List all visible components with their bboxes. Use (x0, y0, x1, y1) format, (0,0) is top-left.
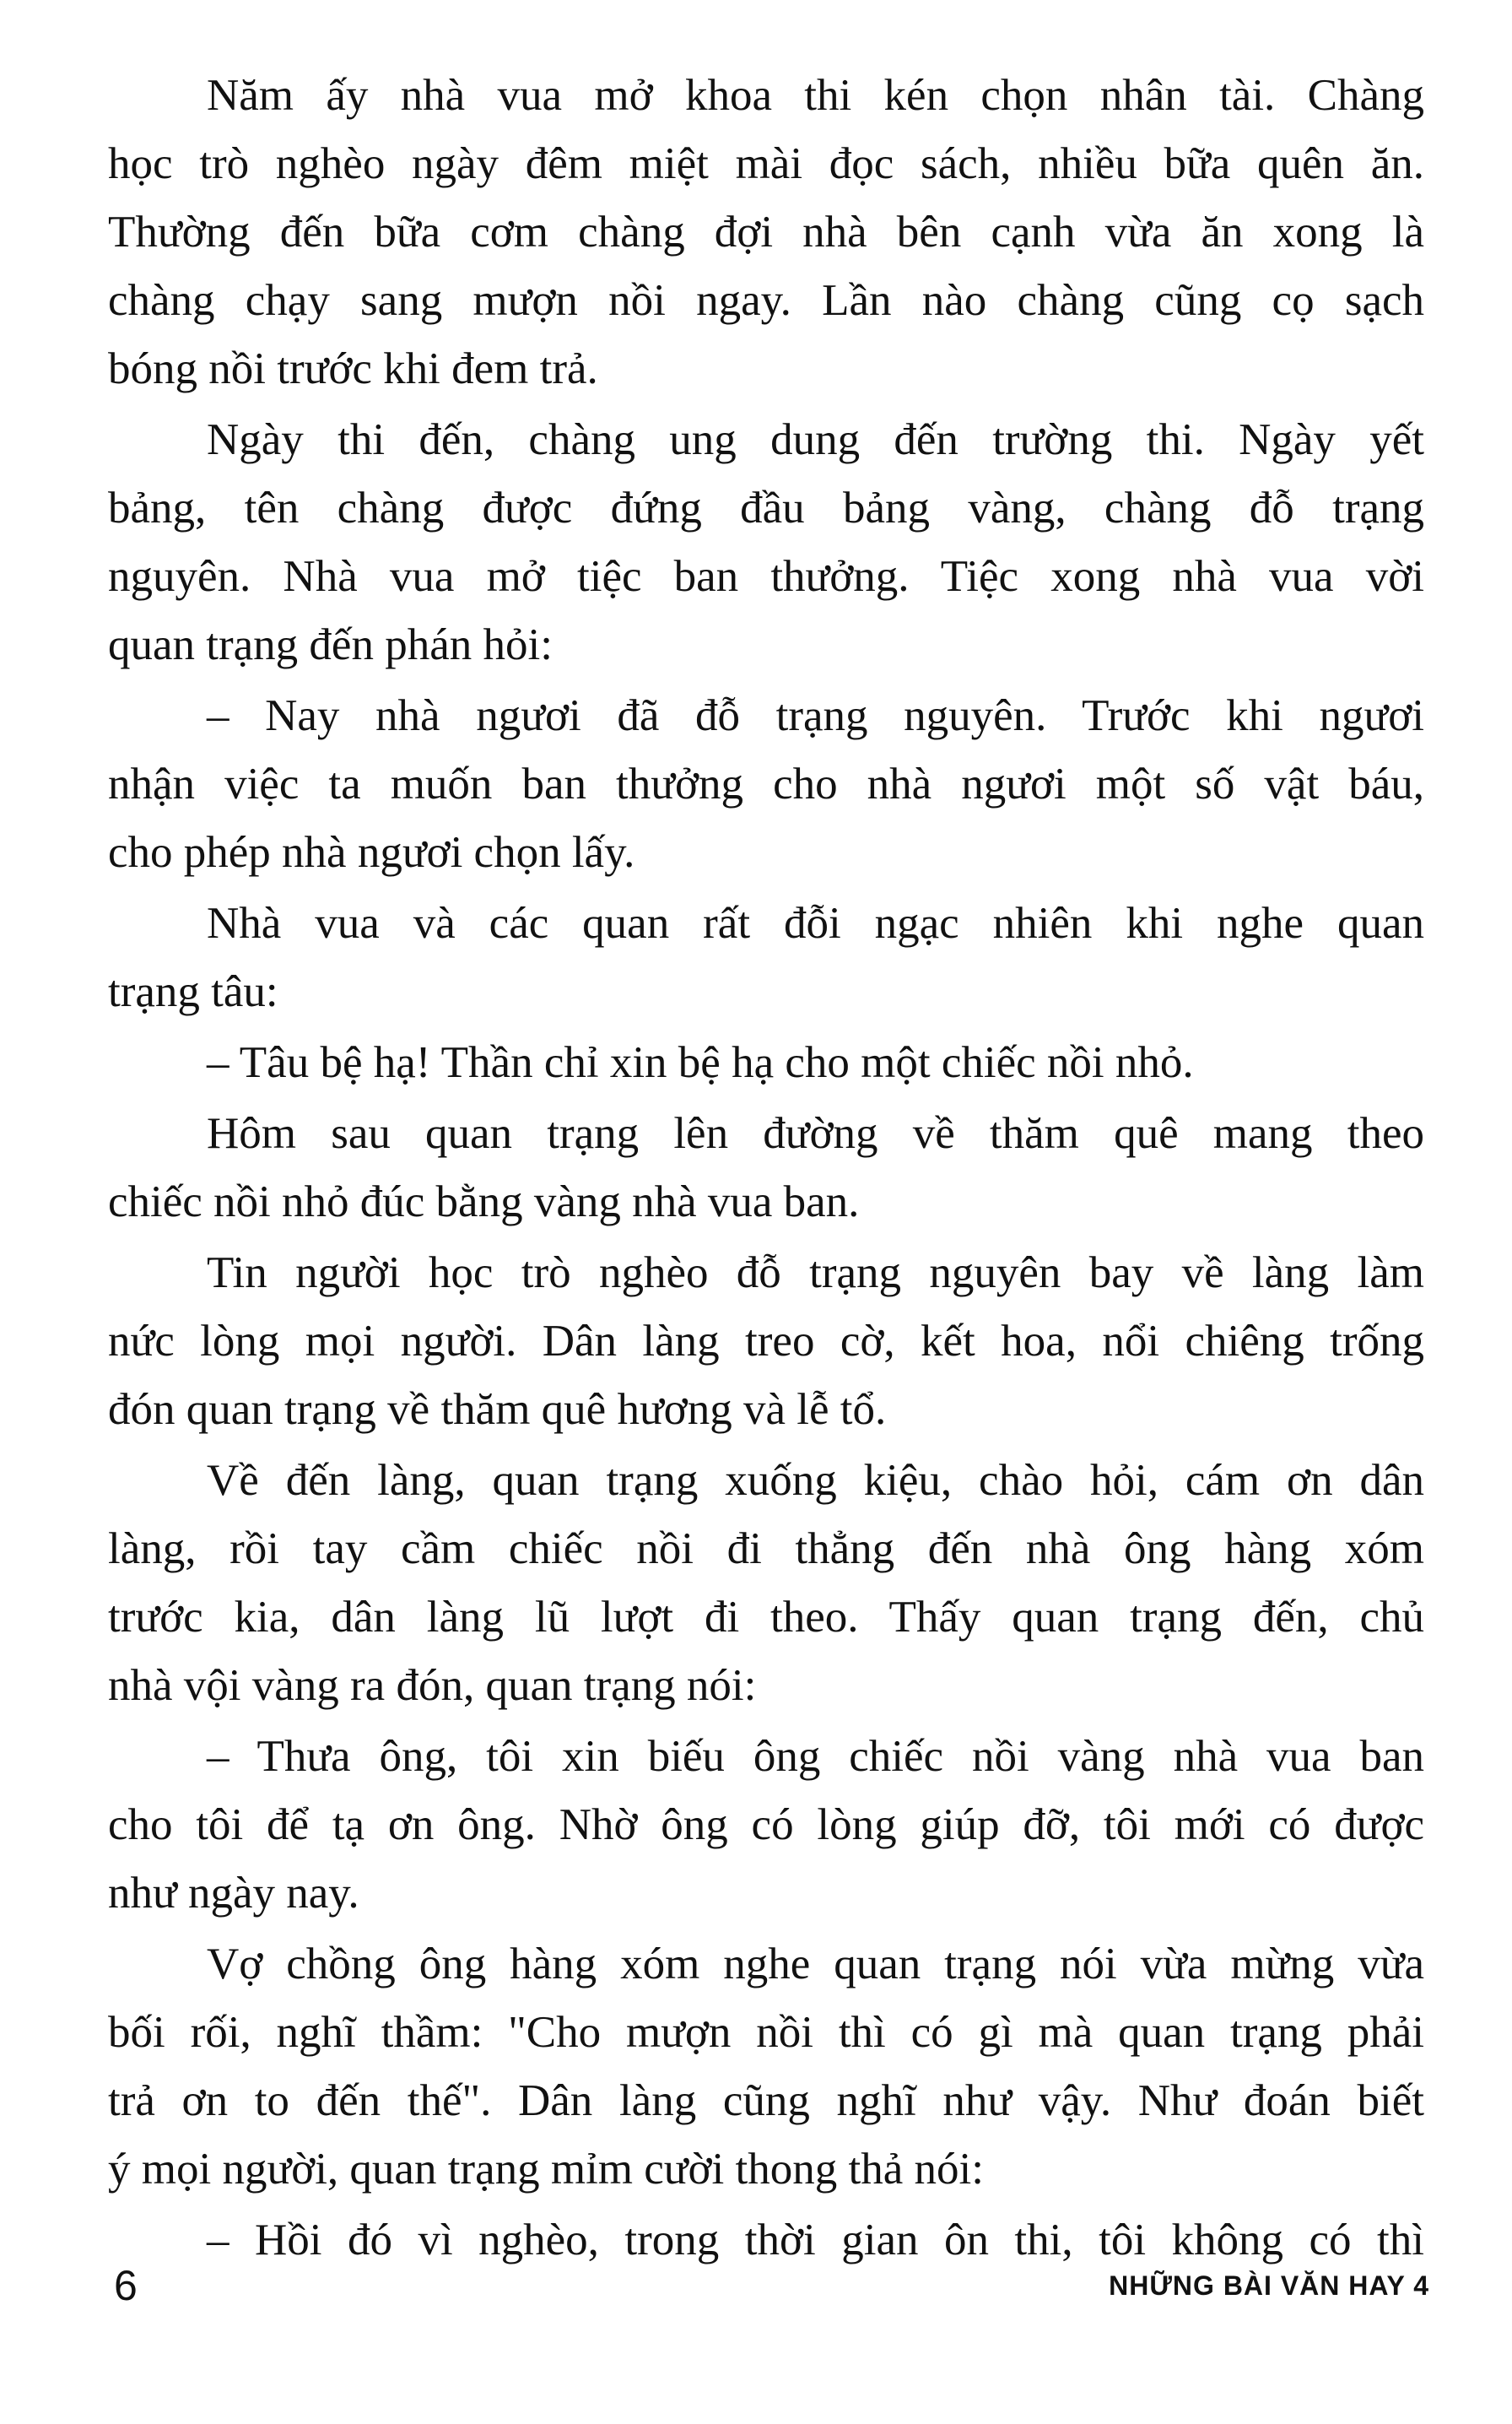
text-line: Năm ấy nhà vua mở khoa thi kén chọn nhân tài. Chàng (207, 71, 1424, 120)
text-line: Vợ chồng ông hàng xóm nghe quan trạng nói vừa mừng vừa (207, 1940, 1424, 1988)
text-line: đón quan trạng về thăm quê hương và lễ tổ. (108, 1385, 887, 1434)
page-number: 6 (114, 2262, 138, 2309)
text-line: học trò nghèo ngày đêm miệt mài đọc sách, nhiều bữa quên ăn. (108, 139, 1424, 188)
text-line: bảng, tên chàng được đứng đầu bảng vàng, chàng đỗ trạng (108, 484, 1424, 533)
text-line: – Nay nhà ngươi đã đỗ trạng nguyên. Trước khi ngươi (207, 691, 1424, 740)
text-line: làng, rồi tay cầm chiếc nồi đi thẳng đến nhà ông hàng xóm (108, 1524, 1424, 1573)
text-line: bối rối, nghĩ thầm: "Cho mượn nồi thì có gì mà quan trạng phải (108, 2008, 1424, 2057)
text-line: nhận việc ta muốn ban thưởng cho nhà ngươi một số vật báu, (108, 760, 1424, 809)
text-line: – Hồi đó vì nghèo, trong thời gian ôn thi, tôi không có thì (207, 2216, 1424, 2264)
text-line: bóng nồi trước khi đem trả. (108, 344, 598, 393)
text-line: chiếc nồi nhỏ đúc bằng vàng nhà vua ban. (108, 1177, 860, 1226)
text-line: Ngày thi đến, chàng ung dung đến trường thi. Ngày yết (207, 415, 1424, 464)
text-line: trạng tâu: (108, 967, 278, 1016)
text-line: Tin người học trò nghèo đỗ trạng nguyên bay về làng làm (207, 1248, 1424, 1297)
text-line: trước kia, dân làng lũ lượt đi theo. Thấy quan trạng đến, chủ (108, 1593, 1424, 1642)
text-line: Thường đến bữa cơm chàng đợi nhà bên cạnh vừa ăn xong là (108, 208, 1424, 257)
text-line: – Thưa ông, tôi xin biếu ông chiếc nồi vàng nhà vua ban (207, 1732, 1424, 1781)
text-line: nguyên. Nhà vua mở tiệc ban thưởng. Tiệc xong nhà vua vời (108, 552, 1424, 601)
text-line: nhà vội vàng ra đón, quan trạng nói: (108, 1661, 757, 1710)
text-line: chàng chạy sang mượn nồi ngay. Lần nào chàng cũng cọ sạch (108, 276, 1424, 325)
text-line: cho phép nhà ngươi chọn lấy. (108, 828, 635, 877)
text-line: Nhà vua và các quan rất đỗi ngạc nhiên khi nghe quan (207, 899, 1424, 948)
text-line: ý mọi người, quan trạng mỉm cười thong thả nói: (108, 2145, 984, 2194)
text-line: nức lòng mọi người. Dân làng treo cờ, kết hoa, nổi chiêng trống (108, 1317, 1424, 1366)
text-line: Về đến làng, quan trạng xuống kiệu, chào hỏi, cám ơn dân (207, 1456, 1424, 1505)
text-line: quan trạng đến phán hỏi: (108, 620, 553, 669)
text-line: trả ơn to đến thế". Dân làng cũng nghĩ như vậy. Như đoán biết (108, 2076, 1424, 2125)
text-line: – Tâu bệ hạ! Thần chỉ xin bệ hạ cho một chiếc nồi nhỏ. (207, 1038, 1194, 1087)
book-title: NHỮNG BÀI VĂN HAY 4 (1109, 2270, 1429, 2301)
text-line: Hôm sau quan trạng lên đường về thăm quê mang theo (207, 1109, 1424, 1158)
text-line: như ngày nay. (108, 1869, 359, 1918)
text-line: cho tôi để tạ ơn ông. Nhờ ông có lòng giúp đỡ, tôi mới có được (108, 1800, 1424, 1849)
